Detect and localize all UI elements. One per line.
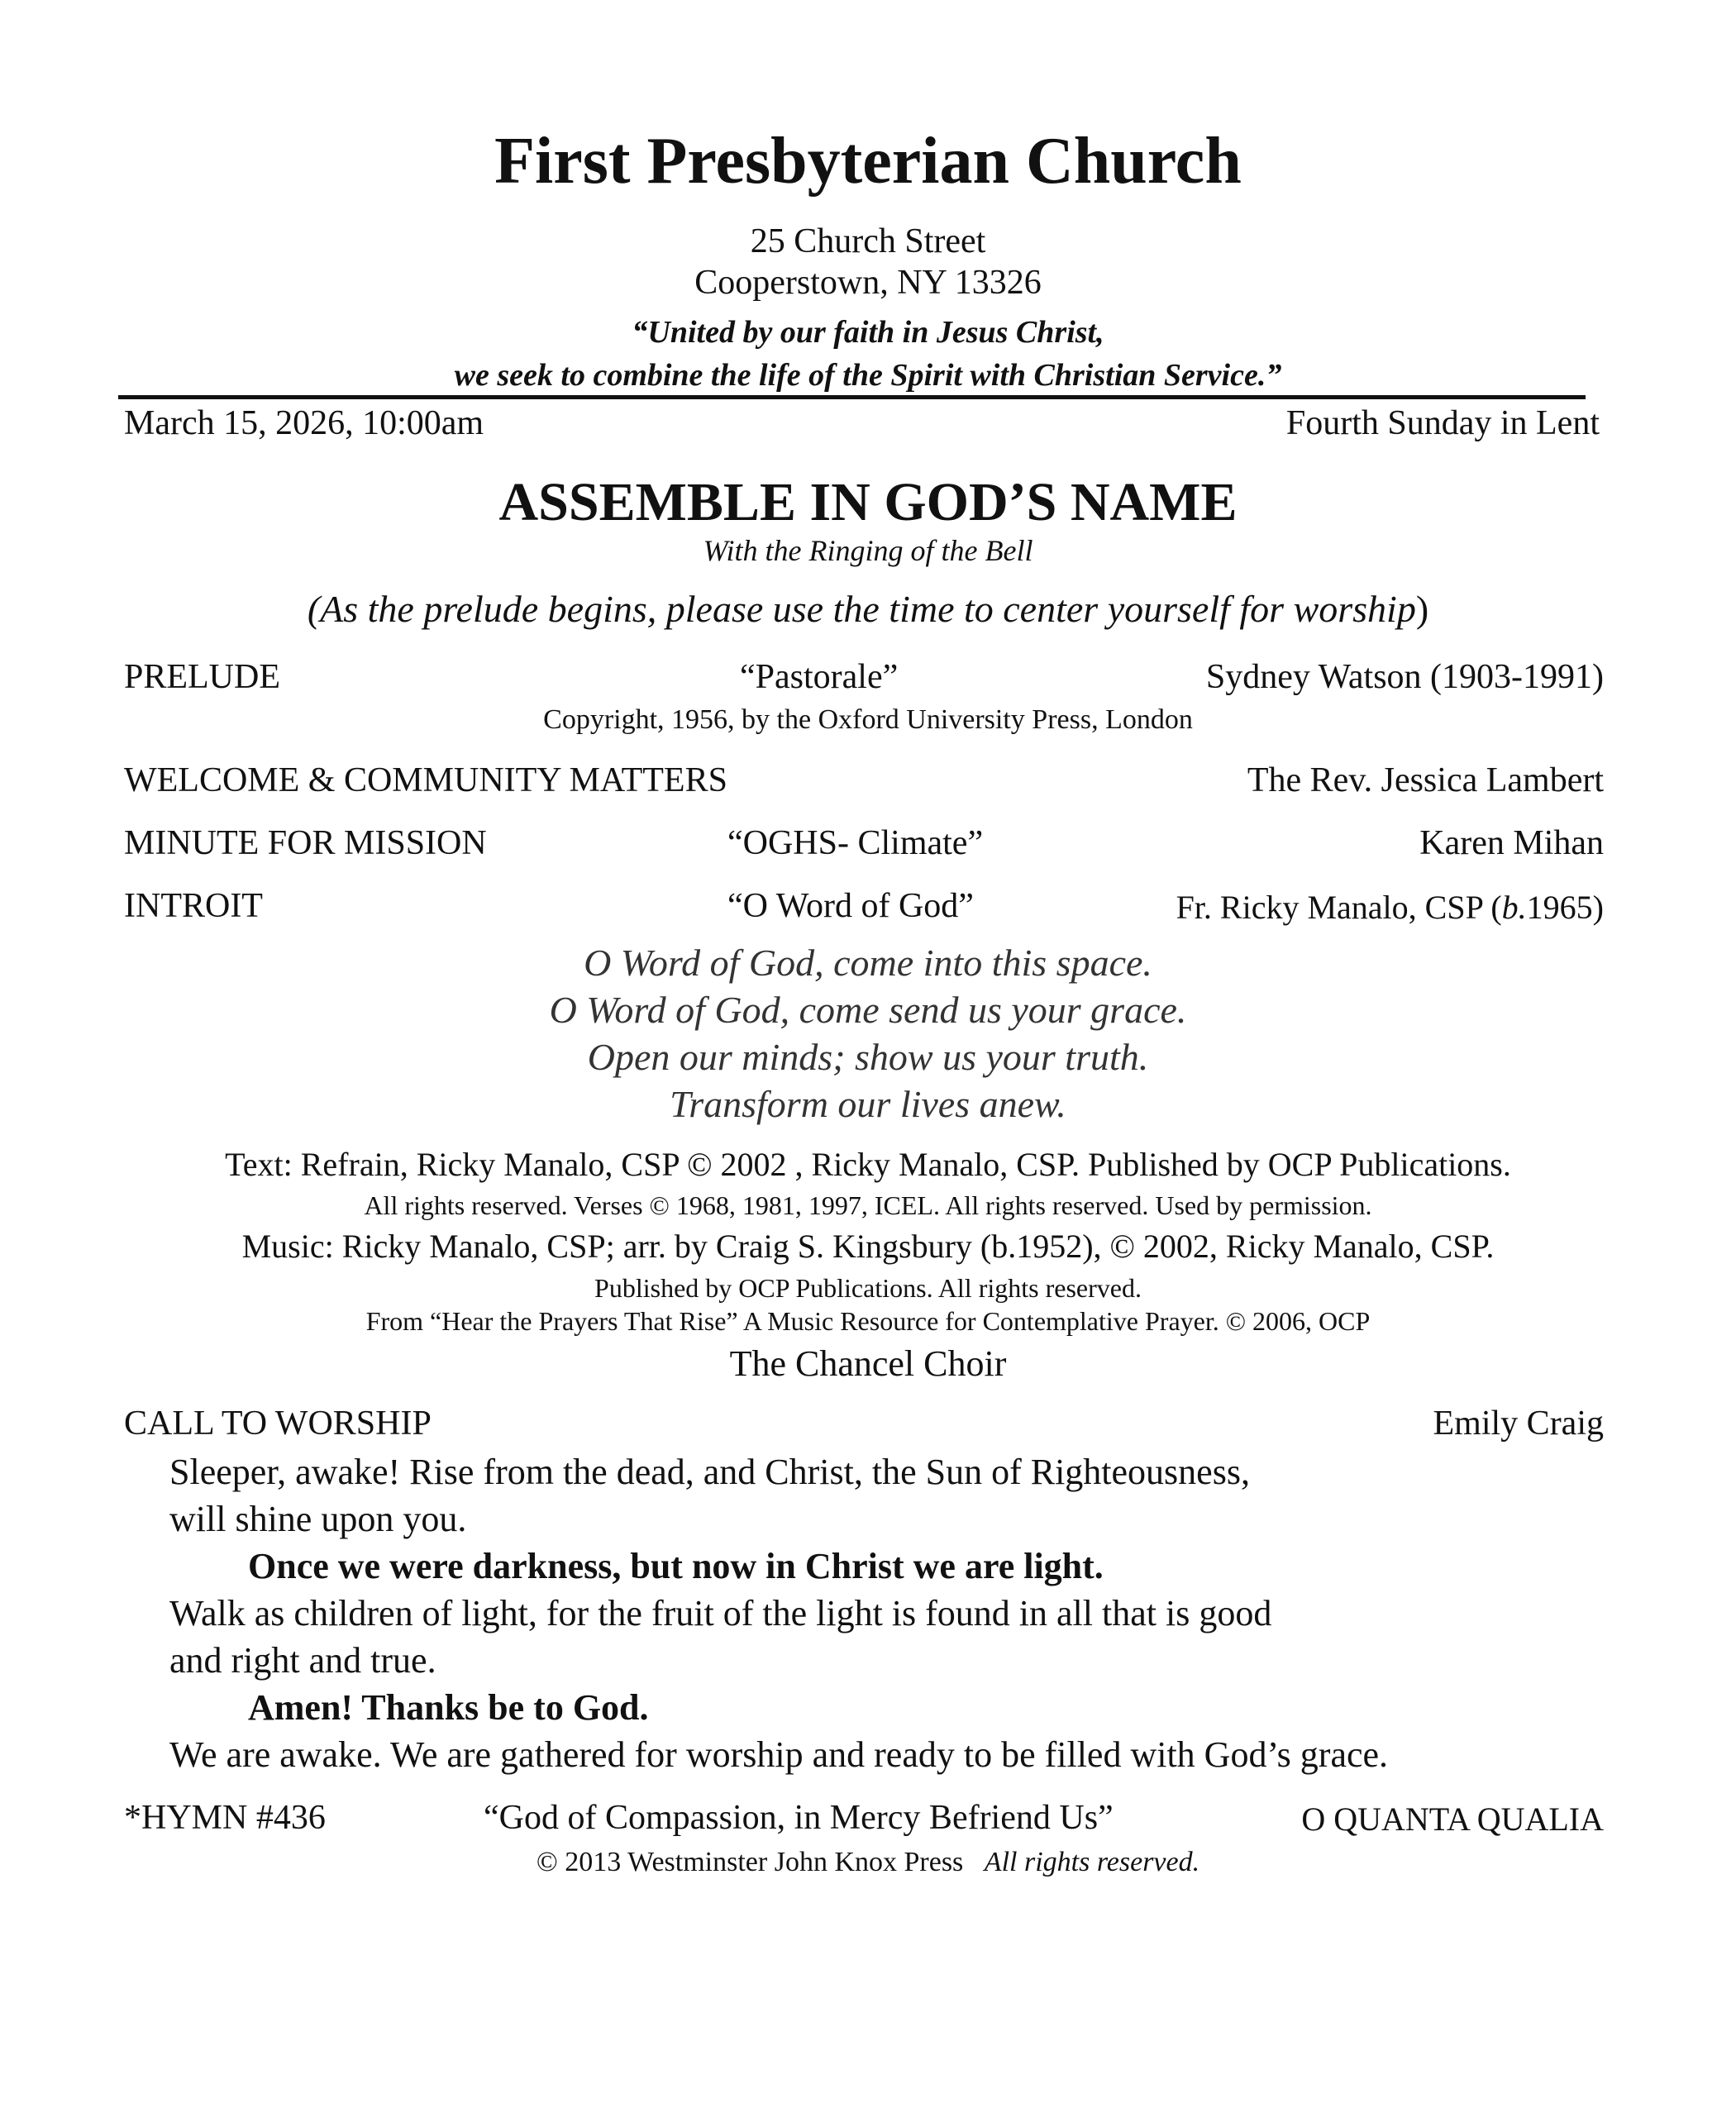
people-response-1: Once we were darkness, but now in Christ we are light. <box>248 1546 1104 1586</box>
call-to-worship-label: CALL TO WORSHIP <box>124 1405 432 1443</box>
mission-label: MINUTE FOR MISSION <box>124 824 487 862</box>
introit-publisher-credit: Published by OCP Publications. All rights reserved. <box>594 1273 1142 1303</box>
people-response-2: Amen! Thanks be to God. <box>248 1687 649 1728</box>
leader-line-5: We are awake. We are gathered for worship and ready to be filled with God’s grace. <box>169 1734 1389 1775</box>
introit-composer: Fr. Ricky Manalo, CSP (b.1965) <box>1176 889 1604 926</box>
service-date: March 15, 2026, 10:00am <box>124 404 484 442</box>
leader-line-2: will shine upon you. <box>169 1499 467 1539</box>
liturgical-occasion: Fourth Sunday in Lent <box>1285 404 1600 442</box>
leader-line-4: and right and true. <box>169 1640 436 1681</box>
section-subheading: With the Ringing of the Bell <box>703 534 1033 567</box>
section-heading: ASSEMBLE IN GOD’S NAME <box>498 472 1238 532</box>
hymn-label: *HYMN #436 <box>124 1799 326 1837</box>
introit-label: INTROIT <box>124 887 263 925</box>
introit-lyric-3: Open our minds; show us your truth. <box>587 1036 1149 1078</box>
street-address: 25 Church Street <box>750 222 986 260</box>
mission-leader: Karen Mihan <box>1419 824 1604 862</box>
welcome-leader: The Rev. Jessica Lambert <box>1247 761 1604 799</box>
hymn-copyright: © 2013 Westminster John Knox Press All rights reserved. <box>536 1847 1200 1877</box>
hymn-tune: O QUANTA QUALIA <box>1301 1800 1604 1838</box>
introit-source-credit: From “Hear the Prayers That Rise” A Music Resource for Contemplative Prayer. © 2006, OCP <box>365 1306 1371 1336</box>
leader-line-3: Walk as children of light, for the fruit of the light is found in all that is good <box>169 1593 1272 1633</box>
church-name: First Presbyterian Church <box>494 125 1242 198</box>
introit-text-credit: Text: Refrain, Ricky Manalo, CSP © 2002 , Ricky Manalo, CSP. Published by OCP Publications. <box>225 1146 1511 1183</box>
prelude-instruction: (As the prelude begins, please use the time to center yourself for worship) <box>307 588 1429 630</box>
city-address: Cooperstown, NY 13326 <box>694 264 1042 302</box>
introit-lyric-4: Transform our lives anew. <box>670 1083 1066 1125</box>
introit-performer: The Chancel Choir <box>729 1343 1007 1384</box>
prelude-copyright: Copyright, 1956, by the Oxford University Press, London <box>543 704 1193 735</box>
introit-title: “O Word of God” <box>727 887 974 925</box>
call-to-worship-leader: Emily Craig <box>1433 1405 1604 1443</box>
prelude-composer: Sydney Watson (1903-1991) <box>1205 658 1604 696</box>
prelude-label: PRELUDE <box>124 658 280 696</box>
leader-line-1: Sleeper, awake! Rise from the dead, and Christ, the Sun of Righteousness, <box>169 1452 1250 1492</box>
motto-line-1: “United by our faith in Jesus Christ, <box>632 315 1104 350</box>
introit-music-credit: Music: Ricky Manalo, CSP; arr. by Craig S. Kingsbury (b.1952), © 2002, Ricky Manalo, CSP. <box>241 1228 1495 1265</box>
prelude-title: “Pastorale” <box>740 658 899 696</box>
header-divider <box>118 395 1586 399</box>
introit-verses-credit: All rights reserved. Verses © 1968, 1981, 1997, ICEL. All rights reserved. Used by permission. <box>364 1190 1372 1220</box>
motto-line-2: we seek to combine the life of the Spirit with Christian Service.” <box>454 358 1282 393</box>
welcome-label: WELCOME & COMMUNITY MATTERS <box>124 761 727 799</box>
hymn-title: “God of Compassion, in Mercy Befriend Us” <box>484 1799 1114 1837</box>
mission-title: “OGHS- Climate” <box>727 824 984 862</box>
introit-lyric-1: O Word of God, come into this space. <box>584 942 1152 984</box>
introit-lyric-2: O Word of God, come send us your grace. <box>549 989 1187 1031</box>
